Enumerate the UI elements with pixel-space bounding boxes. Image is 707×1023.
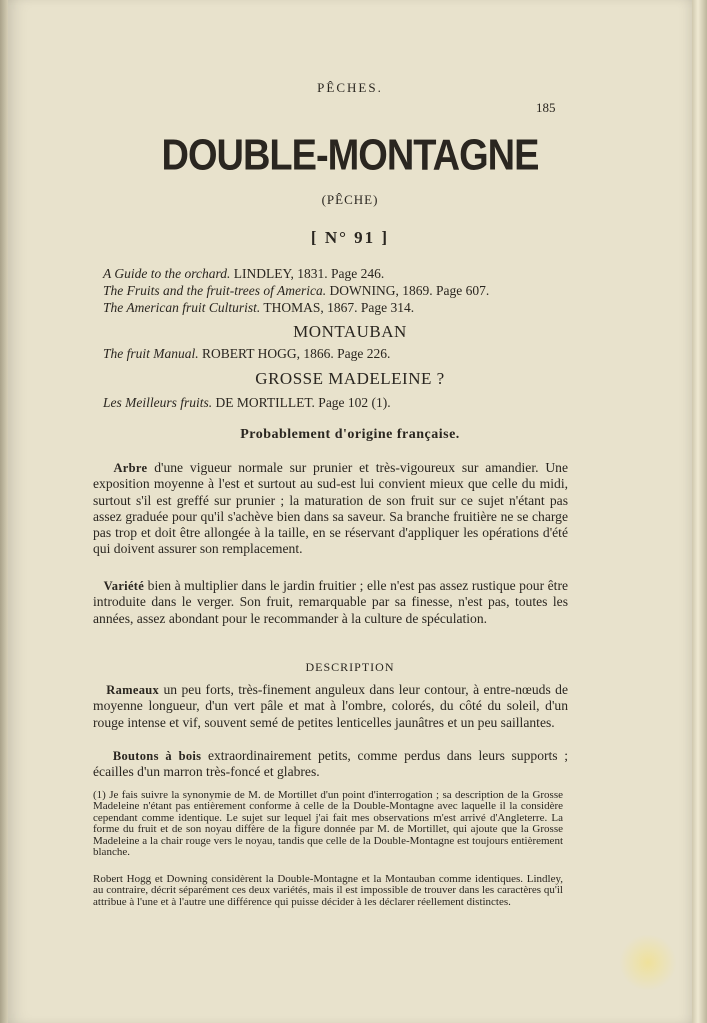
page-number: 185: [536, 100, 556, 115]
reference-line: The American fruit Culturist. THOMAS, 1867. Page 314.: [103, 300, 415, 315]
synonym-heading: MONTAUBAN: [293, 322, 407, 341]
reference-line: The fruit Manual. ROBERT HOGG, 1866. Page 226.: [103, 346, 391, 361]
page-title: DOUBLE-MONTAGNE: [161, 131, 539, 181]
paragraph-arbre: Arbre d'une vigueur normale sur prunier et très-vigoureux sur amandier. Une exposition moyenne à l'est et surtout au sud-est lui convient mieux que celle du midi, surtout s'il est greffé sur prunier ; la maturation de son fruit sur ce sujet n'étant pas assez graduée pour qu'il s'achève bien dans sa saveur. Sa branche fruitière ne se charge pas trop et doit être allongée à la taille, en se réservant d'appliquer les opérations d'été qui doivent assurer son remplacement.: [93, 460, 568, 557]
synonym-heading: GROSSE MADELEINE ?: [255, 369, 445, 388]
footnote-continuation: Robert Hogg et Downing considèrent la Double-Montagne et la Montauban comme identiques. Lindley, au contraire, décrit séparément ces deux variétés, mais il est impossible de trouver dans les caractères qu'il attribue à l'une et à l'autre une différence qui puisse décider à les déclarer réellement distinctes.: [93, 873, 563, 908]
entry-number: [ N° 91 ]: [310, 228, 390, 247]
origin-line: Probablement d'origine française.: [240, 427, 460, 442]
running-title: PÊCHES.: [317, 80, 383, 95]
paragraph-boutons: Boutons à bois extraordinairement petits, comme perdus dans leurs supports ; écailles d'un marron très-foncé et glabres.: [93, 748, 568, 780]
page-edge: [692, 0, 707, 1023]
binding-edge: [0, 0, 8, 1023]
description-heading: DESCRIPTION: [305, 660, 395, 674]
book-page: [8, 0, 692, 1023]
paragraph-rameaux: Rameaux un peu forts, très-finement anguleux dans leur contour, à entre-nœuds de moyenne longueur, d'un vert pâle et mat à l'ombre, colorés, du côté du soleil, d'un rouge intense et vif, souvent semé de petites lenticelles jaunâtres et un peu saillantes.: [93, 682, 568, 730]
subtitle: (PÊCHE): [321, 192, 379, 207]
reference-line: The Fruits and the fruit-trees of America. DOWNING, 1869. Page 607.: [103, 283, 490, 298]
footnote: (1) Je fais suivre la synonymie de M. de Mortillet d'un point d'interrogation ; sa description de la Grosse Madeleine n'étant pas entièrement conforme à celle de la Double-Montagne avec laquelle il la considère cependant comme identique. Le sujet sur lequel j'ai fait mes observations m'est arrivé d'Angleterre. La forme du fruit et de son noyau diffère de la figure donnée par M. de Mortillet, qui ajoute que la Grosse Madeleine a la chair rouge vers le noyau, tandis que celle de la Double-Montagne est toujours entièrement blanche.: [93, 789, 563, 859]
reference-line: Les Meilleurs fruits. DE MORTILLET. Page 102 (1).: [103, 395, 391, 410]
paper-stain: [618, 935, 678, 990]
reference-line: A Guide to the orchard. LINDLEY, 1831. Page 246.: [103, 266, 385, 281]
paragraph-variete: Variété bien à multiplier dans le jardin fruitier ; elle n'est pas assez rustique pour être introduite dans le verger. Son fruit, remarquable par sa finesse, n'est pas, toutes les années, assez abondant pour le recommander à la culture de spéculation.: [93, 578, 569, 626]
